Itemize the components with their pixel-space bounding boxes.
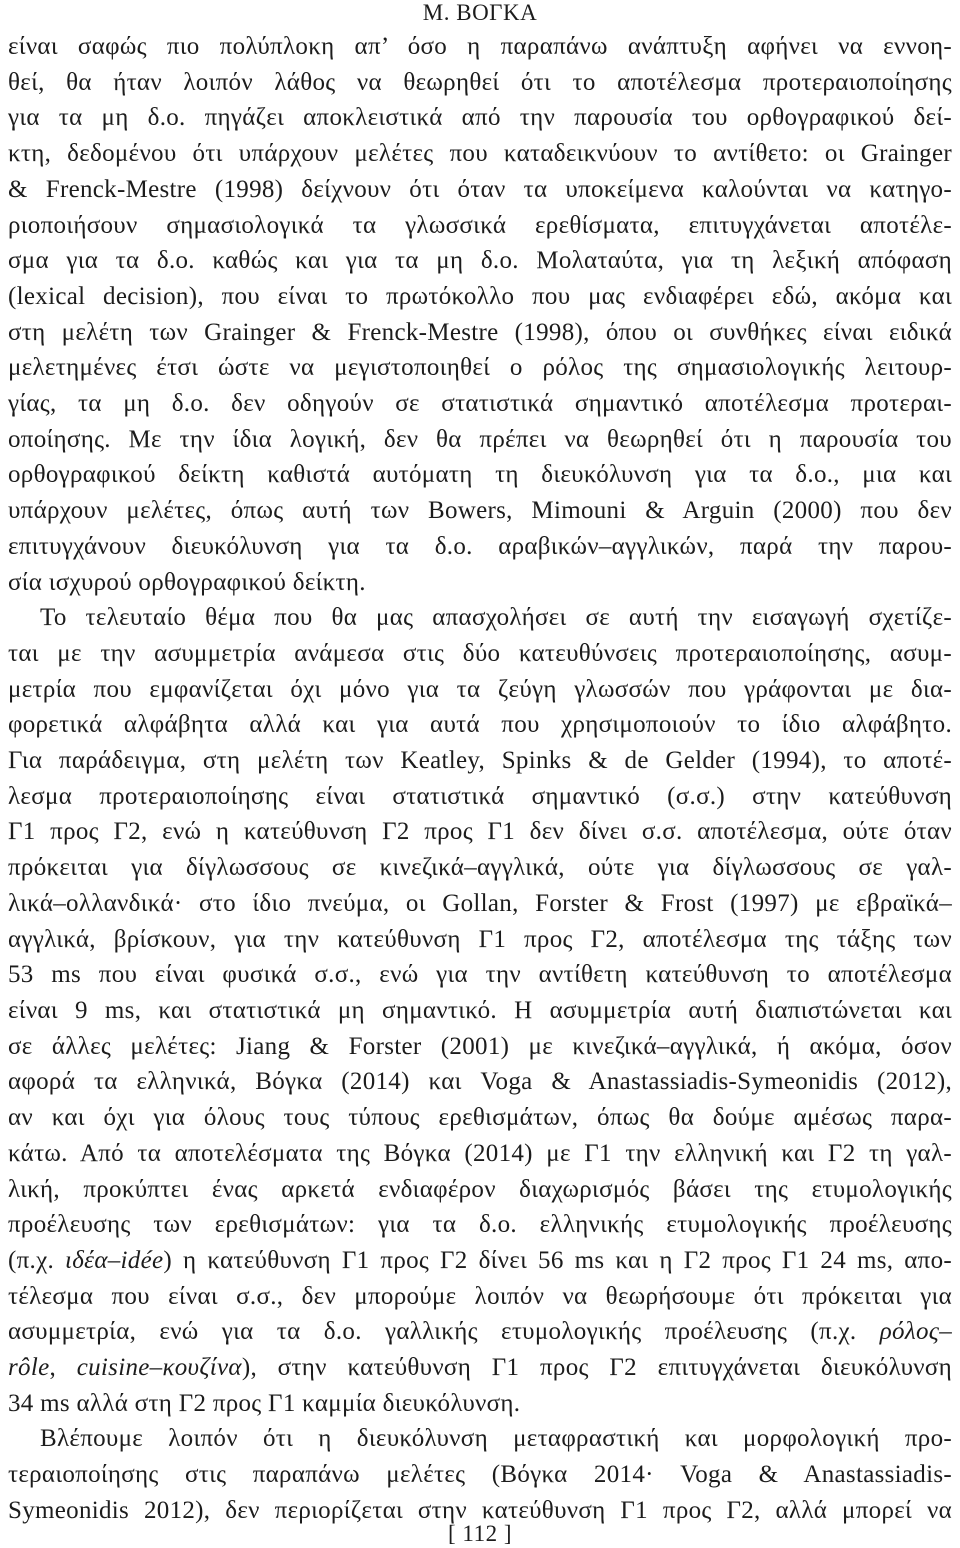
line-text: οποίησης. Με την ίδια λογική, δεν θα πρέπει να θεωρηθεί ότι η παρουσία του: [8, 425, 952, 453]
text-line: [8, 957, 952, 993]
line-text: (π.χ.: [8, 1246, 66, 1274]
line-text: λική, προκύπτει ένας αρκετά ενδιαφέρον διαχωρισμός βάσει της ετυμολογικής: [8, 1175, 952, 1203]
line-text: (lexical decision), που είναι το πρωτόκολλο που μας ενδιαφέρει εδώ, ακόμα και: [8, 282, 952, 310]
line-text: Το τελευταίο θέμα που θα μας απασχολήσει σε αυτή την εισαγωγή σχετίζε-: [40, 604, 952, 632]
line-text: ορθογραφικού δείκτη καθιστά αυτόματη τη διευκόλυνση για τα δ.ο., μια και: [8, 461, 952, 489]
line-text: & Frenck-Mestre (1998) δείχνουν ότι όταν τα υποκείμενα καλούνται να κατηγο-: [8, 175, 952, 203]
line-text: λεσμα προτεραιοποίησης είναι στατιστικά σημαντικό (σ.σ.) στην κατεύθυνση: [8, 782, 952, 810]
line-text: ριοποιήσουν σημασιολογικά τα γλωσσικά ερεθίσματα, επιτυγχάνεται αποτέλε-: [8, 211, 952, 239]
paragraph: [8, 29, 952, 600]
italic-term: cuisine–κουζίνα: [76, 1354, 242, 1382]
line-text: τεραιοποίησης στις παραπάνω μελέτες (Βόγκα 2014· Voga & Anastassiadis-: [8, 1461, 952, 1489]
line-text: σία ισχυρού ορθογραφικού δείκτη.: [8, 568, 366, 596]
text-line: [8, 1207, 952, 1243]
line-text: ασυμμετρία, ενώ για τα δ.ο. γαλλικής ετυμολογικής προέλευσης (π.χ.: [8, 1318, 880, 1346]
line-text: ,: [49, 1354, 77, 1382]
text-line: [8, 922, 952, 958]
text-line: [8, 565, 952, 601]
line-text: αγγλικά, βρίσκουν, για την κατεύθυνση Γ1 προς Γ2, αποτέλεσμα της τάξης των: [8, 925, 952, 953]
text-line: [8, 172, 952, 208]
line-text: 34 ms αλλά στη Γ2 προς Γ1 καμμία διευκόλυνση.: [8, 1389, 521, 1417]
text-line: [8, 529, 952, 565]
line-text: είναι σαφώς πιο πολύπλοκη απ’ όσο η παραπάνω ανάπτυξη αφήνει να εννοη-: [8, 33, 952, 60]
text-line: [8, 457, 952, 493]
text-line: [8, 315, 952, 351]
italic-term: ρόλος–: [879, 1318, 952, 1346]
line-text: γίας, τα μη δ.ο. δεν οδηγούν σε στατιστικά σημαντικό αποτέλεσμα προτεραι-: [8, 390, 952, 418]
text-line: [8, 279, 952, 315]
line-text: σμα για τα δ.ο. καθώς και για τα μη δ.ο. Μολαταύτα, για τη λεξική απόφαση: [8, 247, 952, 275]
line-text: στη μελέτη των Grainger & Frenck-Mestre (1998), όπου οι συνθήκες είναι ειδικά: [8, 318, 952, 346]
text-line: [8, 886, 952, 922]
line-text: κτη, δεδομένου ότι υπάρχουν μελέτες που καταδεικνύουν το αντίθετο: οι Grainger: [8, 140, 952, 168]
line-text: σε άλλες μελέτες: Jiang & Forster (2001) με κινεζικά–αγγλικά, ή ακόμα, όσον: [8, 1032, 952, 1060]
text-line: [8, 1136, 952, 1172]
line-text: τέλεσμα που είναι σ.σ., δεν μπορούμε λοιπόν να θεωρήσουμε ότι πρόκειται για: [8, 1282, 952, 1310]
line-text: για τα μη δ.ο. πηγάζει αποκλειστικά από την παρουσία του ορθογραφικού δεί-: [8, 104, 952, 132]
line-text: είναι 9 ms, και στατιστικά μη σημαντικό. Η ασυμμετρία αυτή διαπιστώνεται και: [8, 996, 952, 1024]
line-text: ), στην κατεύθυνση Γ1 προς Γ2 επιτυγχάνεται διευκόλυνση: [241, 1354, 952, 1382]
text-line: [8, 1064, 952, 1100]
line-text: 53 ms που είναι φυσικά σ.σ., ενώ για την αντίθετη κατεύθυνση το αποτέλεσμα: [8, 961, 952, 989]
line-text: επιτυγχάνουν διευκόλυνση για τα δ.ο. αραβικών–αγγλικών, παρά την παρου-: [8, 532, 952, 560]
text-line: [8, 493, 952, 529]
text-line: [8, 1350, 952, 1386]
text-line: [8, 779, 952, 815]
text-line: [8, 243, 952, 279]
body-text: [8, 29, 952, 1529]
text-line: [8, 1172, 952, 1208]
line-text: αν και όχι για όλους τους τύπους ερεθισμάτων, όπως θα δούμε αμέσως παρα-: [8, 1104, 952, 1132]
text-line: [8, 1386, 952, 1422]
text-line: [8, 743, 952, 779]
text-line: [8, 208, 952, 244]
text-line: [8, 1314, 952, 1350]
line-text: κάτω. Από τα αποτελέσματα της Βόγκα (2014) με Γ1 την ελληνική και Γ2 τη γαλ-: [8, 1139, 952, 1167]
line-text: ται με την ασυμμετρία ανάμεσα στις δύο κατευθύνσεις προτεραιοποίησης, ασυμ-: [8, 639, 952, 667]
text-line: [8, 29, 952, 65]
line-text: προέλευσης των ερεθισμάτων: για τα δ.ο. ελληνικής ετυμολογικής προέλευσης: [8, 1211, 952, 1239]
text-line: [8, 1243, 952, 1279]
italic-term: rôle: [8, 1354, 50, 1382]
italic-term: ιδέα–idée: [65, 1246, 164, 1274]
text-line: [8, 136, 952, 172]
line-text: Βλέπουμε λοιπόν ότι η διευκόλυνση μεταφραστική και μορφολογική προ-: [40, 1425, 952, 1453]
line-text: αφορά τα ελληνικά, Βόγκα (2014) και Voga & Anastassiadis-Symeonidis (2012),: [8, 1068, 952, 1096]
text-line: [8, 386, 952, 422]
text-line: [8, 993, 952, 1029]
line-text: υπάρχουν μελέτες, όπως αυτή των Bowers, Mimouni & Arguin (2000) που δεν: [8, 497, 952, 525]
text-line: [8, 100, 952, 136]
line-text: Γ1 προς Γ2, ενώ η κατεύθυνση Γ2 προς Γ1 δεν δίνει σ.σ. αποτέλεσμα, ούτε όταν: [8, 818, 952, 846]
text-line: [8, 1279, 952, 1315]
text-line: [8, 672, 952, 708]
line-text: Για παράδειγμα, στη μελέτη των Keatley, Spinks & de Gelder (1994), το αποτέ-: [8, 747, 952, 775]
text-line: [8, 350, 952, 386]
text-line: [8, 850, 952, 886]
text-line: [8, 1421, 952, 1457]
text-line: [8, 600, 952, 636]
text-line: [8, 1457, 952, 1493]
line-text: θεί, θα ήταν λοιπόν λάθος να θεωρηθεί ότι το αποτέλεσμα προτεραιοποίησης: [8, 68, 952, 96]
page-number: [ 112 ]: [448, 1521, 512, 1546]
text-line: [8, 707, 952, 743]
paragraph: [8, 600, 952, 1421]
text-line: [8, 1029, 952, 1065]
line-text: ) η κατεύθυνση Γ1 προς Γ2 δίνει 56 ms και η Γ2 προς Γ1 24 ms, απο-: [163, 1246, 953, 1274]
running-header: Μ. ΒΟΓΚΑ: [422, 0, 538, 25]
text-line: [8, 1100, 952, 1136]
text-line: [8, 422, 952, 458]
line-text: μελετημένες έτσι ώστε να μεγιστοποιηθεί ο ρόλος της σημασιολογικής λειτουρ-: [8, 354, 952, 382]
line-text: Symeonidis 2012), δεν περιορίζεται στην κατεύθυνση Γ1 προς Γ2, αλλά μπορεί να: [8, 1496, 952, 1524]
line-text: λικά–ολλανδικά· στο ίδιο πνεύμα, οι Gollan, Forster & Frost (1997) με εβραϊκά–: [8, 889, 952, 917]
text-line: [8, 65, 952, 101]
paragraph: [8, 1421, 952, 1528]
line-text: φορετικά αλφάβητα αλλά και για αυτά που χρησιμοποιούν το ίδιο αλφάβητο.: [8, 711, 952, 739]
line-text: πρόκειται για δίγλωσσους σε κινεζικά–αγγλικά, ούτε για δίγλωσσους σε γαλ-: [8, 854, 952, 882]
text-line: [8, 814, 952, 850]
line-text: μετρία που εμφανίζεται όχι μόνο για τα ζεύγη γλωσσών που γράφονται με δια-: [8, 675, 952, 703]
text-line: [8, 636, 952, 672]
